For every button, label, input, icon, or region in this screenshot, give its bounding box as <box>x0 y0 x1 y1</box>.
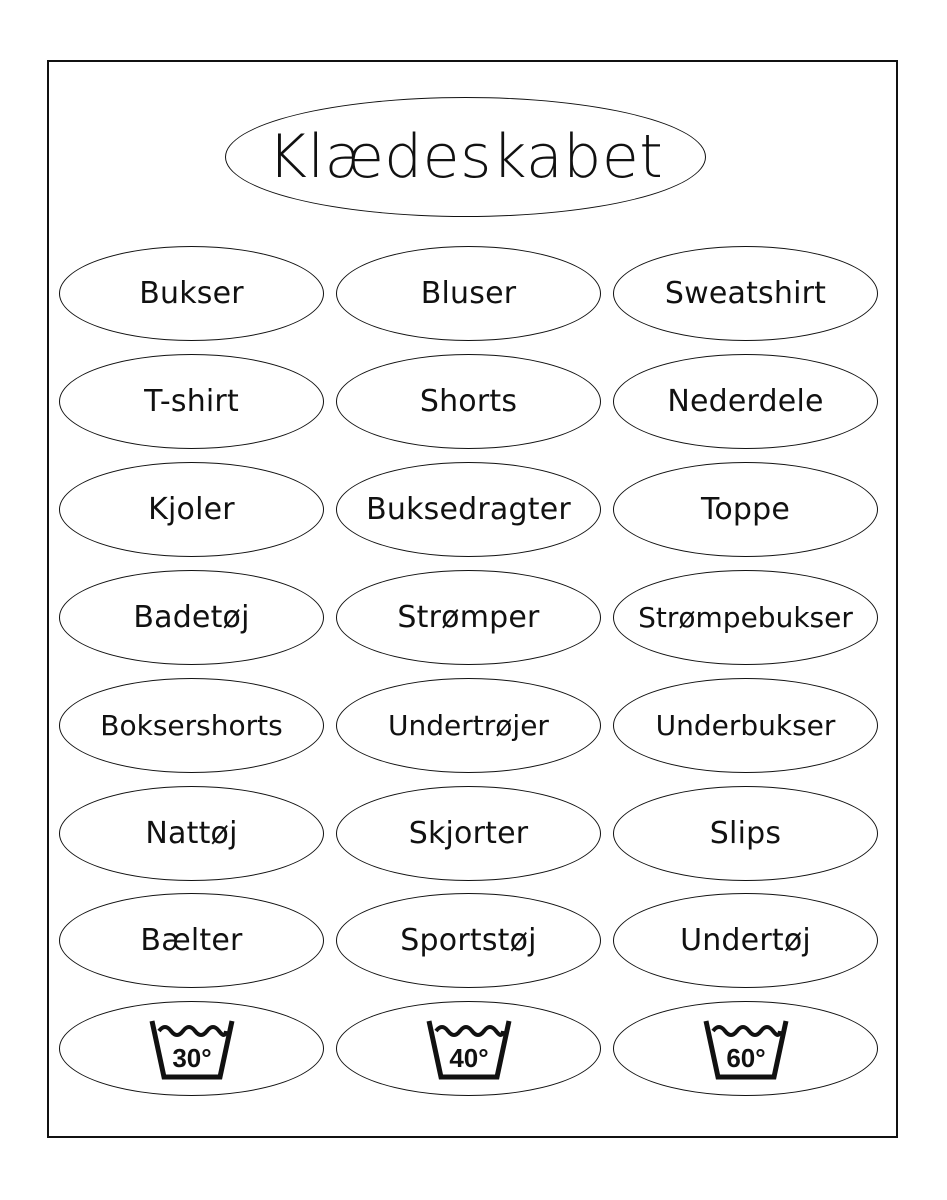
label-oval <box>59 354 324 449</box>
label-text: Slips <box>709 816 782 851</box>
label-oval <box>59 246 324 341</box>
label-oval <box>613 246 878 341</box>
label-text: Toppe <box>700 492 791 527</box>
label-text: Nederdele <box>667 384 824 419</box>
label-text: Boksershorts <box>100 709 283 742</box>
label-text: Undertøj <box>680 923 811 958</box>
label-oval <box>613 678 878 773</box>
label-text: Kjoler <box>148 492 235 527</box>
label-text: Badetøj <box>133 600 250 635</box>
label-text: Sweatshirt <box>664 276 827 311</box>
label-text: Strømper <box>397 600 540 635</box>
label-text: T-shirt <box>144 384 239 419</box>
label-oval <box>59 678 324 773</box>
label-oval <box>613 786 878 881</box>
wash-label-oval <box>336 1001 601 1096</box>
wash-label-oval <box>59 1001 324 1096</box>
label-oval <box>613 354 878 449</box>
label-oval <box>336 570 601 665</box>
label-oval <box>336 462 601 557</box>
wash-basin-icon <box>146 1017 238 1081</box>
label-oval <box>59 462 324 557</box>
label-oval <box>613 893 878 988</box>
label-text: Strømpebukser <box>638 601 853 634</box>
label-oval <box>613 570 878 665</box>
label-text: Bukser <box>139 276 244 311</box>
label-text: Buksedragter <box>366 492 571 527</box>
wash-label-oval <box>613 1001 878 1096</box>
wash-temperature: 60° <box>725 1042 766 1073</box>
label-text: Underbukser <box>655 709 836 742</box>
label-oval <box>336 678 601 773</box>
label-text: Shorts <box>419 384 518 419</box>
page-title: Klædeskabet <box>267 122 664 192</box>
label-text: Undertrøjer <box>388 709 549 742</box>
wash-basin-icon <box>700 1017 792 1081</box>
title-oval <box>225 97 706 217</box>
wash-temperature: 30° <box>171 1042 212 1073</box>
label-oval <box>336 354 601 449</box>
label-oval <box>59 786 324 881</box>
label-oval <box>613 462 878 557</box>
wash-basin-icon <box>423 1017 515 1081</box>
wash-temperature: 40° <box>448 1042 489 1073</box>
label-text: Nattøj <box>145 816 238 851</box>
label-text: Bælter <box>140 923 243 958</box>
label-oval <box>59 570 324 665</box>
label-text: Bluser <box>420 276 517 311</box>
label-oval <box>336 246 601 341</box>
label-text: Skjorter <box>408 816 529 851</box>
label-oval <box>336 786 601 881</box>
label-text: Sportstøj <box>400 923 537 958</box>
label-oval <box>59 893 324 988</box>
label-oval <box>336 893 601 988</box>
